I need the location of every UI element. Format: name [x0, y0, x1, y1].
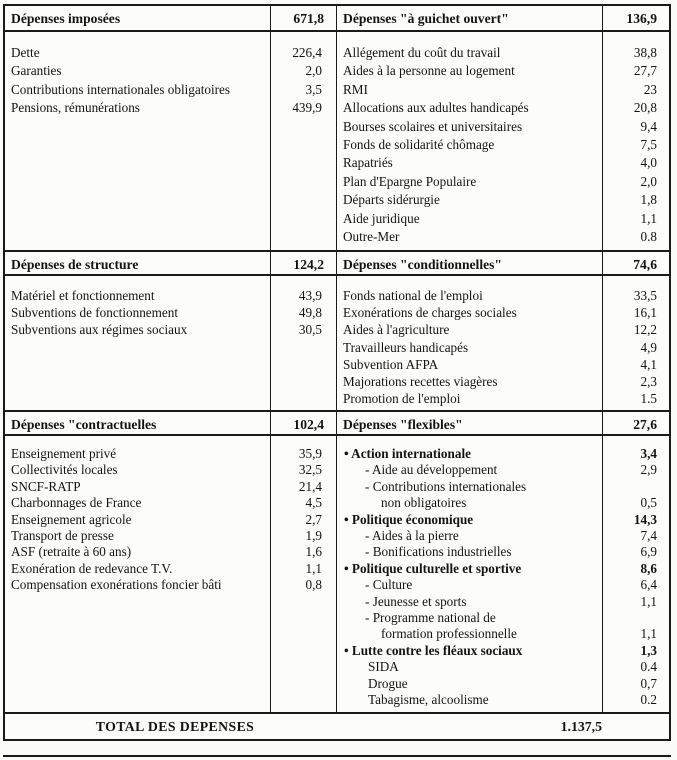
row-value: 2,9 — [640, 462, 657, 478]
row-label: Drogue — [368, 675, 408, 691]
section-value-depenses-imposees: 671,8 — [271, 6, 337, 30]
row-value: 2,3 — [640, 374, 657, 390]
items-labels-left — [5, 276, 271, 410]
items-values-right — [603, 276, 669, 410]
row-label: Pensions, rémunérations — [11, 100, 140, 116]
section-value-depenses-structure: 124,2 — [271, 252, 337, 274]
section-title-contractuelles: Dépenses "contractuelles — [5, 412, 271, 434]
row-value: 38,8 — [633, 45, 657, 60]
row-label: SIDA — [368, 659, 399, 675]
row-value: 21,4 — [298, 478, 322, 494]
row-value: 1,1 — [640, 210, 657, 226]
row-label: Plan d'Epargne Populaire — [343, 173, 477, 189]
row-label: Matériel et fonctionnement — [11, 288, 155, 303]
row-value: 32,5 — [298, 462, 322, 478]
row-label: Aide juridique — [343, 210, 420, 226]
section-2-header-row — [5, 250, 669, 276]
row-value: 1,1 — [305, 560, 322, 576]
row-value: 23 — [643, 81, 657, 97]
row-value: 0,8 — [305, 577, 322, 593]
row-label: Compensation exonérations foncier bâti — [11, 577, 222, 593]
row-label: Majorations recettes viagères — [343, 374, 498, 390]
row-label: - Contributions internationales — [365, 478, 527, 494]
section-title-depenses-structure: Dépenses de structure — [5, 252, 271, 274]
row-label: • Politique culturelle et sportive — [344, 560, 522, 576]
row-value: 1,8 — [640, 192, 657, 208]
row-value: 226,4 — [292, 45, 322, 60]
row-label: Aides à l'agriculture — [343, 322, 450, 338]
row-value: 33,5 — [633, 288, 657, 303]
row-label: Outre-Mer — [343, 229, 400, 245]
row-value: 43,9 — [298, 288, 322, 303]
items-labels-left — [5, 436, 271, 712]
row-label: SNCF-RATP — [11, 478, 81, 494]
section-title-depenses-imposees: Dépenses imposées — [5, 6, 271, 30]
section-title-conditionnelles: Dépenses "conditionnelles" — [337, 252, 603, 274]
section-3-header-row — [5, 410, 669, 436]
row-value: 2,7 — [305, 511, 322, 527]
total-row — [5, 712, 669, 739]
row-label: Allégement du coût du travail — [343, 45, 501, 60]
row-label: • Politique économique — [344, 511, 474, 527]
row-value: 16,1 — [633, 305, 657, 321]
row-value: 30,5 — [298, 322, 322, 338]
items-values-left — [271, 276, 337, 410]
row-value: 0,5 — [640, 495, 657, 511]
row-value: 0,7 — [640, 675, 657, 691]
row-value: 1,9 — [305, 528, 322, 544]
row-label: - Culture — [365, 577, 413, 593]
row-value: 1,3 — [640, 642, 657, 658]
row-label: Fonds de solidarité chômage — [343, 137, 495, 153]
row-label: RMI — [343, 81, 368, 97]
row-label: Bourses scolaires et universitaires — [343, 118, 523, 134]
items-labels-right — [337, 436, 603, 712]
row-value — [603, 610, 669, 626]
row-label: Tabagisme, alcoolisme — [368, 692, 489, 708]
row-value: 1.5 — [640, 391, 657, 407]
section-1-items-row — [5, 32, 669, 250]
row-value: 0.4 — [640, 659, 657, 675]
row-label: - Aides à la pierre — [365, 528, 459, 544]
row-label: Exonérations de charges sociales — [343, 305, 517, 321]
section-value-conditionnelles: 74,6 — [633, 257, 657, 272]
items-labels-left — [5, 32, 271, 250]
row-value: 0.2 — [640, 692, 657, 708]
row-value: 1,1 — [640, 626, 657, 642]
double-rule-bottom — [3, 755, 671, 757]
row-label: - Programme national de — [365, 610, 496, 626]
row-value — [603, 479, 669, 495]
row-value: 49,8 — [298, 305, 322, 321]
row-value: 7,4 — [640, 528, 657, 544]
section-2-items-row — [5, 276, 669, 410]
row-value: 3,5 — [305, 81, 322, 97]
row-label: • Action internationale — [344, 446, 471, 461]
row-label: • Lutte contre les fléaux sociaux — [344, 642, 523, 658]
row-value: 4,0 — [640, 155, 657, 171]
row-value: 2,0 — [305, 63, 322, 79]
row-value: 8,6 — [640, 560, 657, 576]
row-label: Promotion de l'emploi — [343, 391, 461, 407]
row-value: 7,5 — [640, 137, 657, 153]
row-value: 12,2 — [633, 322, 657, 338]
row-label: Exonération de redevance T.V. — [11, 560, 173, 576]
row-value: 9,4 — [640, 118, 657, 134]
items-labels-right — [337, 32, 603, 250]
row-label: Dette — [11, 45, 40, 60]
row-label: Subventions aux régimes sociaux — [11, 322, 188, 338]
items-values-right — [603, 436, 669, 712]
section-value-guichet-ouvert: 136,9 — [626, 11, 657, 26]
row-label: Enseignement privé — [11, 446, 117, 461]
items-values-left — [271, 32, 337, 250]
row-label: - Aide au développement — [365, 462, 498, 478]
section-title-guichet-ouvert: Dépenses "à guichet ouvert" — [337, 6, 603, 30]
row-label: Travailleurs handicapés — [343, 339, 469, 355]
section-value-contractuelles: 102,4 — [271, 412, 337, 434]
row-value: 1,6 — [305, 544, 322, 560]
row-value: 4,5 — [305, 495, 322, 511]
items-values-right — [603, 32, 669, 250]
row-label: ASF (retraite à 60 ans) — [11, 544, 132, 560]
row-value: 20,8 — [633, 100, 657, 116]
row-value: 6,4 — [640, 577, 657, 593]
items-labels-right — [337, 276, 603, 410]
row-label: non obligatoires — [381, 495, 467, 511]
row-value: 439,9 — [292, 100, 322, 116]
row-value: 35,9 — [298, 446, 322, 461]
row-label: Contributions internationales obligatoires — [11, 81, 231, 97]
section-title-flexibles: Dépenses "flexibles" — [337, 412, 603, 434]
row-value: 14,3 — [633, 511, 657, 527]
items-values-left — [271, 436, 337, 712]
row-label: Enseignement agricole — [11, 511, 132, 527]
row-value: 4,9 — [640, 339, 657, 355]
row-label: Fonds national de l'emploi — [343, 288, 483, 303]
row-label: - Bonifications industrielles — [365, 544, 512, 560]
section-3-items-row — [5, 436, 669, 712]
row-label: Garanties — [11, 63, 62, 79]
total-value: 1.137,5 — [560, 719, 602, 734]
row-value: 3,4 — [640, 446, 657, 461]
section-value-flexibles: 27,6 — [633, 417, 657, 432]
row-value: 27,7 — [633, 63, 657, 79]
row-value: 6,9 — [640, 544, 657, 560]
row-label: Départs sidérurgie — [343, 192, 440, 208]
row-value: 0.8 — [640, 229, 657, 245]
row-label: Allocations aux adultes handicapés — [343, 100, 529, 116]
row-label: formation professionnelle — [381, 626, 517, 642]
row-label: Subventions de fonctionnement — [11, 305, 179, 321]
expenses-table — [3, 4, 671, 741]
row-value: 1,1 — [640, 593, 657, 609]
row-label: Subvention AFPA — [343, 356, 439, 372]
row-label: Transport de presse — [11, 528, 114, 544]
section-1-header-row — [5, 6, 669, 32]
row-label: Aides à la personne au logement — [343, 63, 515, 79]
row-value: 4,1 — [640, 356, 657, 372]
total-label: TOTAL DES DEPENSES — [95, 719, 255, 734]
row-label: Collectivités locales — [11, 462, 118, 478]
row-value: 2,0 — [640, 173, 657, 189]
row-label: Rapatriés — [343, 155, 393, 171]
row-label: Charbonnages de France — [11, 495, 142, 511]
row-label: - Jeunesse et sports — [365, 593, 467, 609]
